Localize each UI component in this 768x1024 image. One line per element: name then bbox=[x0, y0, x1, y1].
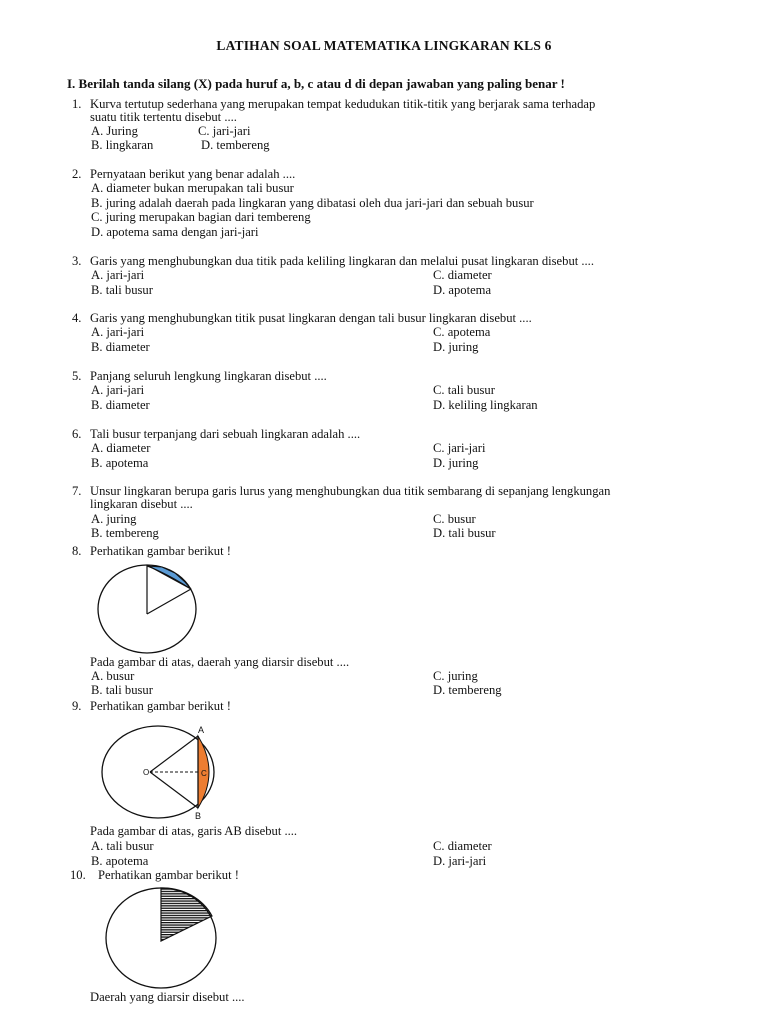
question-9-subtext: Pada gambar di atas, garis AB disebut .... bbox=[90, 824, 298, 838]
question-7-option-c[interactable]: C. busur bbox=[433, 512, 476, 526]
question-2-option-d[interactable]: D. apotema sama dengan jari-jari bbox=[91, 225, 259, 239]
question-9-option-b[interactable]: B. apotema bbox=[91, 854, 149, 868]
question-2-number: 2. bbox=[72, 167, 82, 181]
question-10-figure bbox=[104, 886, 220, 990]
question-9-number: 9. bbox=[72, 699, 82, 713]
question-8-option-b[interactable]: B. tali busur bbox=[91, 683, 153, 697]
question-9-option-c[interactable]: C. diameter bbox=[433, 839, 492, 853]
question-10-number: 10. bbox=[70, 868, 86, 882]
question-3-option-d[interactable]: D. apotema bbox=[433, 283, 492, 297]
question-6-line-1: Tali busur terpanjang dari sebuah lingkaran adalah .... bbox=[90, 427, 361, 441]
instruction: I. Berilah tanda silang (X) pada huruf a, b, c atau d di depan jawaban yang paling benar ! bbox=[67, 76, 565, 91]
label-b: B bbox=[195, 811, 202, 821]
question-7-option-a[interactable]: A. juring bbox=[91, 512, 137, 526]
question-8-number: 8. bbox=[72, 544, 82, 558]
question-9-option-d[interactable]: D. jari-jari bbox=[433, 854, 487, 868]
question-3-option-a[interactable]: A. jari-jari bbox=[91, 268, 145, 282]
question-7-option-b[interactable]: B. tembereng bbox=[91, 526, 159, 540]
question-1-line-1: Kurva tertutup sederhana yang merupakan tempat kedudukan titik-titik yang berjarak sama terhadap bbox=[90, 97, 596, 111]
question-9-figure bbox=[100, 722, 225, 822]
question-7-option-d[interactable]: D. tali busur bbox=[433, 526, 496, 540]
question-9-option-a[interactable]: A. tali busur bbox=[91, 839, 154, 853]
question-6-option-b[interactable]: B. apotema bbox=[91, 456, 149, 470]
question-4-option-d[interactable]: D. juring bbox=[433, 340, 479, 354]
question-4-option-c[interactable]: C. apotema bbox=[433, 325, 491, 339]
question-3-option-c[interactable]: C. diameter bbox=[433, 268, 492, 282]
question-8-figure bbox=[96, 563, 200, 657]
question-5-option-d[interactable]: D. keliling lingkaran bbox=[433, 398, 538, 412]
question-1-option-a[interactable]: A. Juring bbox=[91, 124, 138, 138]
question-4-option-a[interactable]: A. jari-jari bbox=[91, 325, 145, 339]
question-8-option-d[interactable]: D. tembereng bbox=[433, 683, 502, 697]
question-1-option-c[interactable]: C. jari-jari bbox=[198, 124, 251, 138]
question-9-line-1: Perhatikan gambar berikut ! bbox=[90, 699, 231, 713]
question-5-number: 5. bbox=[72, 369, 82, 383]
question-8-option-c[interactable]: C. juring bbox=[433, 669, 478, 683]
question-4-option-b[interactable]: B. diameter bbox=[91, 340, 150, 354]
question-8-subtext: Pada gambar di atas, daerah yang diarsir disebut .... bbox=[90, 655, 350, 669]
question-1-option-d[interactable]: D. tembereng bbox=[201, 138, 270, 152]
question-6-option-a[interactable]: A. diameter bbox=[91, 441, 151, 455]
label-a: A bbox=[198, 725, 205, 735]
question-1-option-b[interactable]: B. lingkaran bbox=[91, 138, 154, 152]
question-10-line-1: Perhatikan gambar berikut ! bbox=[98, 868, 239, 882]
question-1-line-2: suatu titik tertentu disebut .... bbox=[90, 110, 237, 124]
question-6-option-d[interactable]: D. juring bbox=[433, 456, 479, 470]
question-8-line-1: Perhatikan gambar berikut ! bbox=[90, 544, 231, 558]
question-4-line-1: Garis yang menghubungkan titik pusat lingkaran dengan tali busur lingkaran disebut .... bbox=[90, 311, 532, 325]
question-7-number: 7. bbox=[72, 484, 82, 498]
question-5-option-b[interactable]: B. diameter bbox=[91, 398, 150, 412]
question-6-number: 6. bbox=[72, 427, 82, 441]
question-6-option-c[interactable]: C. jari-jari bbox=[433, 441, 486, 455]
question-10-subtext: Daerah yang diarsir disebut .... bbox=[90, 990, 245, 1004]
page-title: LATIHAN SOAL MATEMATIKA LINGKARAN KLS 6 bbox=[216, 38, 552, 53]
question-5-option-a[interactable]: A. jari-jari bbox=[91, 383, 145, 397]
question-2-option-b[interactable]: B. juring adalah daerah pada lingkaran yang dibatasi oleh dua jari-jari dan sebuah busur bbox=[91, 196, 534, 210]
question-3-option-b[interactable]: B. tali busur bbox=[91, 283, 153, 297]
question-5-line-1: Panjang seluruh lengkung lingkaran disebut .... bbox=[90, 369, 327, 383]
label-c: C bbox=[201, 769, 207, 778]
question-8-option-a[interactable]: A. busur bbox=[91, 669, 135, 683]
question-7-line-2: lingkaran disebut .... bbox=[90, 497, 193, 511]
question-7-line-1: Unsur lingkaran berupa garis lurus yang menghubungkan dua titik sembarang di sepanjang lengkungan bbox=[90, 484, 611, 498]
question-2-line-1: Pernyataan berikut yang benar adalah .... bbox=[90, 167, 296, 181]
label-o: O bbox=[143, 768, 150, 777]
question-3-number: 3. bbox=[72, 254, 82, 268]
question-4-number: 4. bbox=[72, 311, 82, 325]
question-2-option-c[interactable]: C. juring merupakan bagian dari tembereng bbox=[91, 210, 311, 224]
question-2-option-a[interactable]: A. diameter bukan merupakan tali busur bbox=[91, 181, 294, 195]
question-1-number: 1. bbox=[72, 97, 82, 111]
question-5-option-c[interactable]: C. tali busur bbox=[433, 383, 495, 397]
question-3-line-1: Garis yang menghubungkan dua titik pada keliling lingkaran dan melalui pusat lingkaran disebut .... bbox=[90, 254, 594, 268]
